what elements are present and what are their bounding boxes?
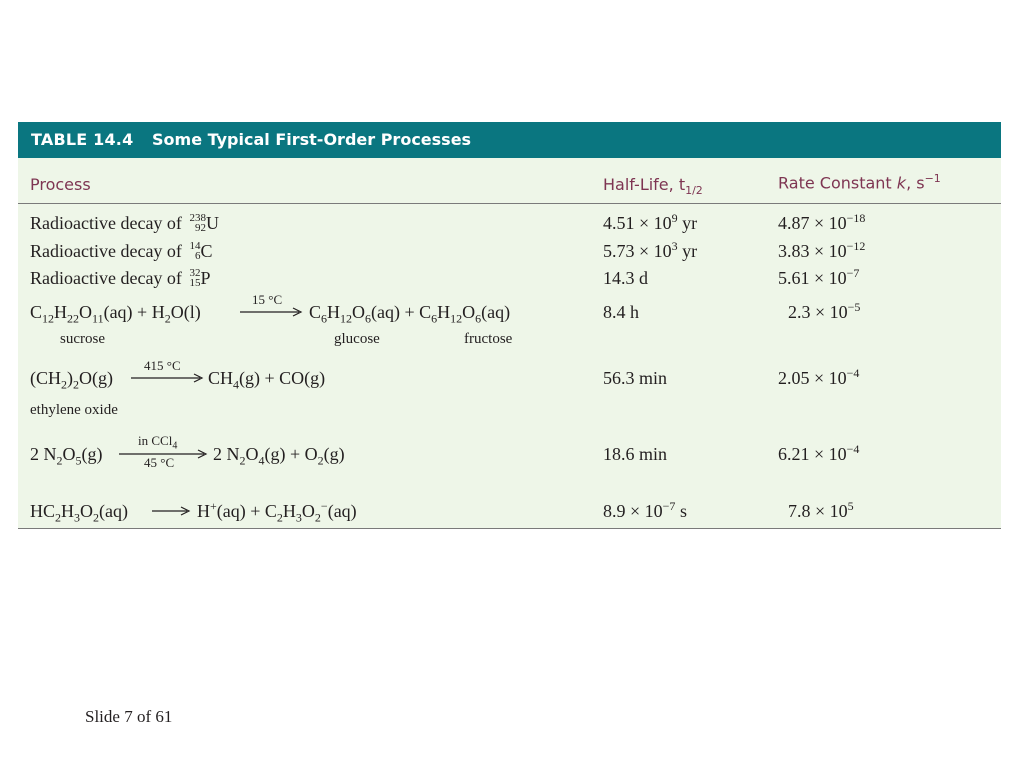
element-symbol: C <box>200 241 213 261</box>
process-cell-carbon <box>30 239 213 263</box>
process-cell-ethylene-oxide-products: $CH_4(g) + CO(g)$ <box>208 368 326 392</box>
table-number: TABLE 14.4 <box>31 130 134 149</box>
rate-cell-carbon <box>778 239 866 261</box>
rate-exponent: −18 <box>846 211 866 225</box>
rate-cell-n2o5 <box>778 442 860 464</box>
header-rate-constant-unit: , s <box>906 173 925 193</box>
half-life-value: 8.4 h <box>603 302 639 322</box>
nuclide-notation <box>189 241 200 261</box>
reaction-condition-n2o5-temperature: 45 °C <box>144 455 175 470</box>
element-symbol: P <box>200 268 211 288</box>
half-life-exponent: 9 <box>671 211 678 225</box>
mass-number: 14 <box>189 239 201 252</box>
header-rule <box>18 203 1001 204</box>
rate-cell-sucrose <box>788 300 861 322</box>
first-order-processes-table <box>18 122 1001 529</box>
process-cell-acetic-acid-reactant: $HC_2H_3O_2(aq)$ <box>30 501 128 525</box>
rate-exponent: −7 <box>846 266 860 280</box>
reaction-arrow-acetic-acid <box>151 501 191 521</box>
nuclide-notation <box>189 268 200 288</box>
mass-number: 238 <box>189 211 206 224</box>
half-life-mantissa: 8.9 × 10 <box>603 501 663 521</box>
slide-counter: Slide 7 of 61 <box>85 707 173 726</box>
half-life-cell-phosphorus <box>603 269 648 287</box>
rate-exponent: 5 <box>847 499 854 513</box>
label-fructose: fructose <box>464 331 513 347</box>
atomic-number: 92 <box>194 221 206 234</box>
rate-cell-acetic-acid <box>788 499 854 521</box>
half-life-cell-acetic-acid <box>603 499 687 521</box>
half-life-cell-ethylene-oxide <box>603 369 667 387</box>
rate-exponent: −5 <box>847 300 861 314</box>
rate-mantissa: 4.87 × 10 <box>778 213 847 233</box>
half-life-mantissa: 4.51 × 10 <box>603 213 672 233</box>
half-life-value: 18.6 min <box>603 444 668 464</box>
header-process-text: Process <box>30 175 91 194</box>
half-life-mantissa: 5.73 × 10 <box>603 241 672 261</box>
reaction-condition-n2o5-solvent <box>138 433 178 452</box>
half-life-unit: yr <box>677 241 698 261</box>
table-title-bar <box>18 122 1001 158</box>
half-life-unit: s <box>675 501 687 521</box>
table-bottom-rule <box>18 528 1001 529</box>
half-life-unit: yr <box>677 213 698 233</box>
table-title: Some Typical First-Order Processes <box>152 130 472 149</box>
rate-exponent: −12 <box>846 239 866 253</box>
condition-solvent-text: in CCl <box>138 433 173 448</box>
rate-cell-uranium <box>778 211 866 233</box>
process-cell-acetic-acid-products: $H^+(aq) + C_2H_3O_2^-(aq)$ <box>197 499 357 525</box>
rate-mantissa: 7.8 × 10 <box>788 501 848 521</box>
label-glucose: glucose <box>334 331 380 347</box>
half-life-cell-sucrose <box>603 303 639 321</box>
header-half-life <box>603 175 703 197</box>
half-life-value: 56.3 min <box>603 368 668 388</box>
rate-mantissa: 3.83 × 10 <box>778 241 847 261</box>
process-cell-uranium <box>30 211 219 235</box>
half-life-exponent: −7 <box>662 499 676 513</box>
element-symbol: U <box>205 213 219 233</box>
rate-cell-phosphorus <box>778 266 860 288</box>
label-ethylene-oxide: ethylene oxide <box>30 402 118 418</box>
half-life-exponent: 3 <box>671 239 678 253</box>
half-life-cell-uranium <box>603 211 698 233</box>
rate-mantissa: 2.05 × 10 <box>778 368 847 388</box>
atomic-number: 15 <box>189 276 201 289</box>
mass-number: 32 <box>189 266 201 279</box>
rate-mantissa: 6.21 × 10 <box>778 444 847 464</box>
header-process <box>30 175 91 194</box>
process-cell-n2o5-products: 2 $N_2O_4(g) + O_2(g)$ <box>213 444 345 468</box>
rate-exponent: −4 <box>846 366 860 380</box>
reaction-condition-ethylene-oxide: 415 °C <box>144 358 181 373</box>
process-cell-ethylene-oxide-reactant: $(CH_2)_2O(g)$ <box>30 368 113 392</box>
half-life-cell-carbon <box>603 239 698 261</box>
atomic-number: 6 <box>194 249 201 262</box>
process-prefix: Radioactive decay of <box>30 268 187 288</box>
header-rate-constant <box>778 172 941 192</box>
header-rate-constant-exponent: −1 <box>924 172 941 185</box>
header-rate-constant-k: k <box>896 173 907 193</box>
rate-cell-ethylene-oxide <box>778 366 860 388</box>
header-half-life-subscript: 1/2 <box>685 184 703 198</box>
process-prefix: Radioactive decay of <box>30 241 187 261</box>
process-cell-sucrose-reactants: $C_{12}H_{22}O_{11}(aq) + H_2O(l)$ <box>30 302 201 326</box>
reaction-condition-sucrose: 15 °C <box>252 292 283 307</box>
header-half-life-text: Half-Life, t <box>603 175 686 194</box>
rate-mantissa: 2.3 × 10 <box>788 302 848 322</box>
process-cell-n2o5-reactant: 2 $N_2O_5(g)$ <box>30 444 103 468</box>
process-cell-sucrose-products: $C_6H_{12}O_6(aq) + C_6H_{12}O_6(aq)$ <box>309 302 511 326</box>
condition-solvent-subscript: 4 <box>172 440 178 452</box>
header-rate-constant-text: Rate Constant <box>778 173 897 193</box>
label-sucrose: sucrose <box>60 331 105 347</box>
process-cell-phosphorus <box>30 266 211 290</box>
rate-mantissa: 5.61 × 10 <box>778 268 847 288</box>
half-life-value: 14.3 d <box>603 268 648 288</box>
process-prefix: Radioactive decay of <box>30 213 187 233</box>
half-life-cell-n2o5 <box>603 445 667 463</box>
rate-exponent: −4 <box>846 442 860 456</box>
nuclide-notation <box>189 213 206 233</box>
